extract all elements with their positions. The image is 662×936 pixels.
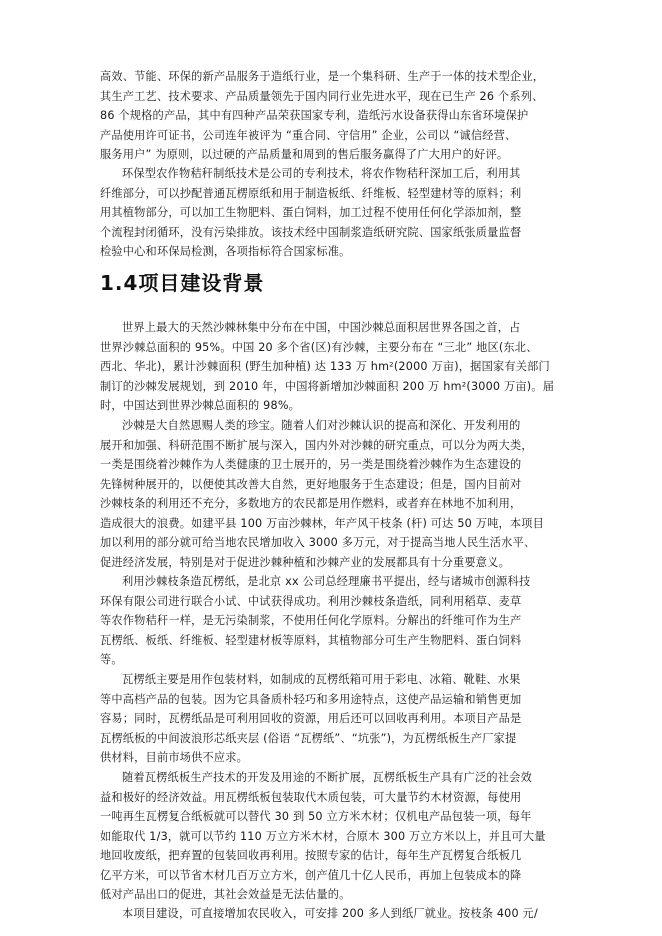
text-line: 沙棘枝条的利用还不充分，多数地方的农民都是用作燃料，或者弃在林地不加利用， xyxy=(100,497,522,510)
text-line: 随着瓦楞纸板生产技术的开发及用途的不断扩展，瓦楞纸板生产具有广泛的社会效 xyxy=(122,771,532,784)
text-line: 时，中国达到世界沙棘总面积的 98%。 xyxy=(100,399,301,412)
text-line: 造成很大的浪费。如建平县 100 万亩沙棘林，年产风干枝条 (杆) 可达 50 万吨，本项目 xyxy=(100,516,545,530)
text-line: 供材料，目前市场供不应求。 xyxy=(100,751,249,764)
text-line: 其生产工艺、技术要求、产品质量领先于国内同行业先进水平，现在已生产 26 个系列、 xyxy=(100,89,544,103)
text-line: 世界沙棘总面积的 95%。中国 20 多个省(区)有沙棘，主要分布在 “三北” 地区(东北、 xyxy=(100,340,538,354)
paragraph-corrugated-benefits xyxy=(100,768,555,905)
text-line: 加以利用的部分就可给当地农民增加收入 3000 多万元，对于提高当地人民生活水平、 xyxy=(100,536,536,549)
text-line: 容易；同时，瓦楞纸品是可利用回收的资源，用后还可以回收再利用。本项目产品是 xyxy=(100,712,522,725)
text-line: 亿平方米，可以节省木材几百万立方米，创产值几十亿人民币，再加上包装成本的降 xyxy=(100,868,522,882)
text-line: 地回收废纸，把弃置的包装回收再利用。按照专家的估计，每年生产瓦楞复合纸板几 xyxy=(100,849,522,862)
text-line: 一吨再生瓦楞复合纸板就可以替代 30 到 50 立方米木材；仅机电产品包装一项，每年 xyxy=(100,810,532,823)
text-line: 如能取代 1/3，就可以节约 110 万立方米木材，合原木 300 万立方米以上，并且可大量 xyxy=(100,829,546,843)
text-line: 环保有限公司进行联合小试、中试获得成功。利用沙棘枝条造纸，同利用稻草、麦草 xyxy=(100,594,522,608)
text-line: 瓦楞纸板的中间波浪形芯纸夹层 (俗语 “瓦楞纸”、“坑张”)，为瓦楞纸板生产厂家提 xyxy=(100,731,517,745)
text-line: 促进经济发展，特别是对于促进沙棘种植和沙棘产业的发展都具有十分重要意义。 xyxy=(100,555,510,569)
text-line: 瓦楞纸主要是用作包装材料，如制成的瓦楞纸箱可用于彩电、冰箱、靴鞋、水果 xyxy=(122,673,521,686)
paragraph-corrugated-usage xyxy=(100,670,555,768)
text-line: 服务用户” 为原则，以过硬的产品质量和周到的售后服务赢得了广大用户的好评。 xyxy=(100,148,509,161)
text-line: 产品使用许可证书，公司连年被评为 “重合同、守信用” 企业，公司以 “诚信经营、 xyxy=(100,128,517,142)
text-line: 世界上最大的天然沙棘林集中分布在中国，中国沙棘总面积居世界各国之首，占 xyxy=(122,321,521,334)
text-line: 瓦楞纸、板纸、纤维板、轻型建材板等原料，其植物部分可生产生物肥料、蛋白饲料 xyxy=(100,633,522,647)
text-line: 个流程封闭循环，没有污染排放。该技术经中国制浆造纸研究院、国家纸张质量监督 xyxy=(100,225,522,239)
text-line: 一类是围绕着沙棘作为人类健康的卫士展开的，另一类是围绕着沙棘作为生态建设的 xyxy=(100,458,522,471)
text-line: 先锋树种展开的，以便使其改善大自然，更好地服务于生态建设；但是，国内目前对 xyxy=(100,477,522,491)
text-line: 展开和加强、科研范围不断扩展与深入，国内外对沙棘的研究重点，可以分为两大类， xyxy=(100,438,533,452)
paragraph-seabuckthorn-value xyxy=(100,416,555,572)
paragraph-straw-technology xyxy=(100,164,555,262)
paragraph-project-employment xyxy=(100,904,555,924)
text-line: 沙棘是大自然恩赐人类的珍宝。随着人们对沙棘认识的提高和深化、开发利用的 xyxy=(122,419,521,432)
text-line: 等农作物秸秆一样，是无污染制浆，不使用任何化学原料。分解出的纤维可作为生产 xyxy=(100,614,522,627)
text-line: 纤维部分，可以抄配普通瓦楞原纸和用于制造板纸、纤维板、轻型建材等的原料；利 xyxy=(100,186,522,200)
text-line: 高效、节能、环保的新产品服务于造纸行业，是一个集科研、生产于一体的技术型企业， xyxy=(100,70,545,83)
text-line: 益和极好的经济效益。用瓦楞纸板包装取代木质包装，可大量节约木材资源，每使用 xyxy=(100,790,522,804)
text-line: 西北、华北)，累计沙棘面积 (野生加种植) 达 133 万 hm²(2000 万亩)，据国家有关部门 xyxy=(100,360,550,373)
section-heading: 1.4项目建设背景 xyxy=(100,271,265,295)
text-line: 环保型农作物秸秆制纸技术是公司的专利技术，将农作物秸秆深加工后，利用其 xyxy=(122,167,521,180)
text-line: 制订的沙棘发展规划，到 2010 年，中国将新增加沙棘面积 200 万 hm²(3000 万亩)。届 xyxy=(100,379,555,393)
paragraph-corrugated-process xyxy=(100,572,555,670)
text-line: 等中高档产品的包装。因为它具备质朴轻巧和多用途特点，这使产品运输和销售更加 xyxy=(100,692,522,706)
paragraph-seabuckthorn-distribution xyxy=(100,318,555,416)
text-line: 低对产品出口的促进，其社会效益是无法估量的。 xyxy=(100,888,351,901)
text-line: 本项目建设，可直接增加农民收入，可安排 200 多人到纸厂就业。按枝条 400 元/ xyxy=(122,907,538,920)
text-line: 检验中心和环保局检测，各项指标符合国家标准。 xyxy=(100,245,351,258)
text-line: 用其植物部分，可以加工生物肥料、蛋白饲料，加工过程不使用任何化学添加剂，整 xyxy=(100,206,522,219)
text-line: 等。 xyxy=(100,653,123,666)
text-line: 86 个规格的产品，其中有四种产品荣获国家专利，造纸污水设备获得山东省环境保护 xyxy=(100,109,529,122)
paragraph-company-intro xyxy=(100,67,555,165)
text-line: 利用沙棘枝条造瓦楞纸，是北京 xx 公司总经理廉书平提出，经与诸城市创源科技 xyxy=(122,575,531,588)
